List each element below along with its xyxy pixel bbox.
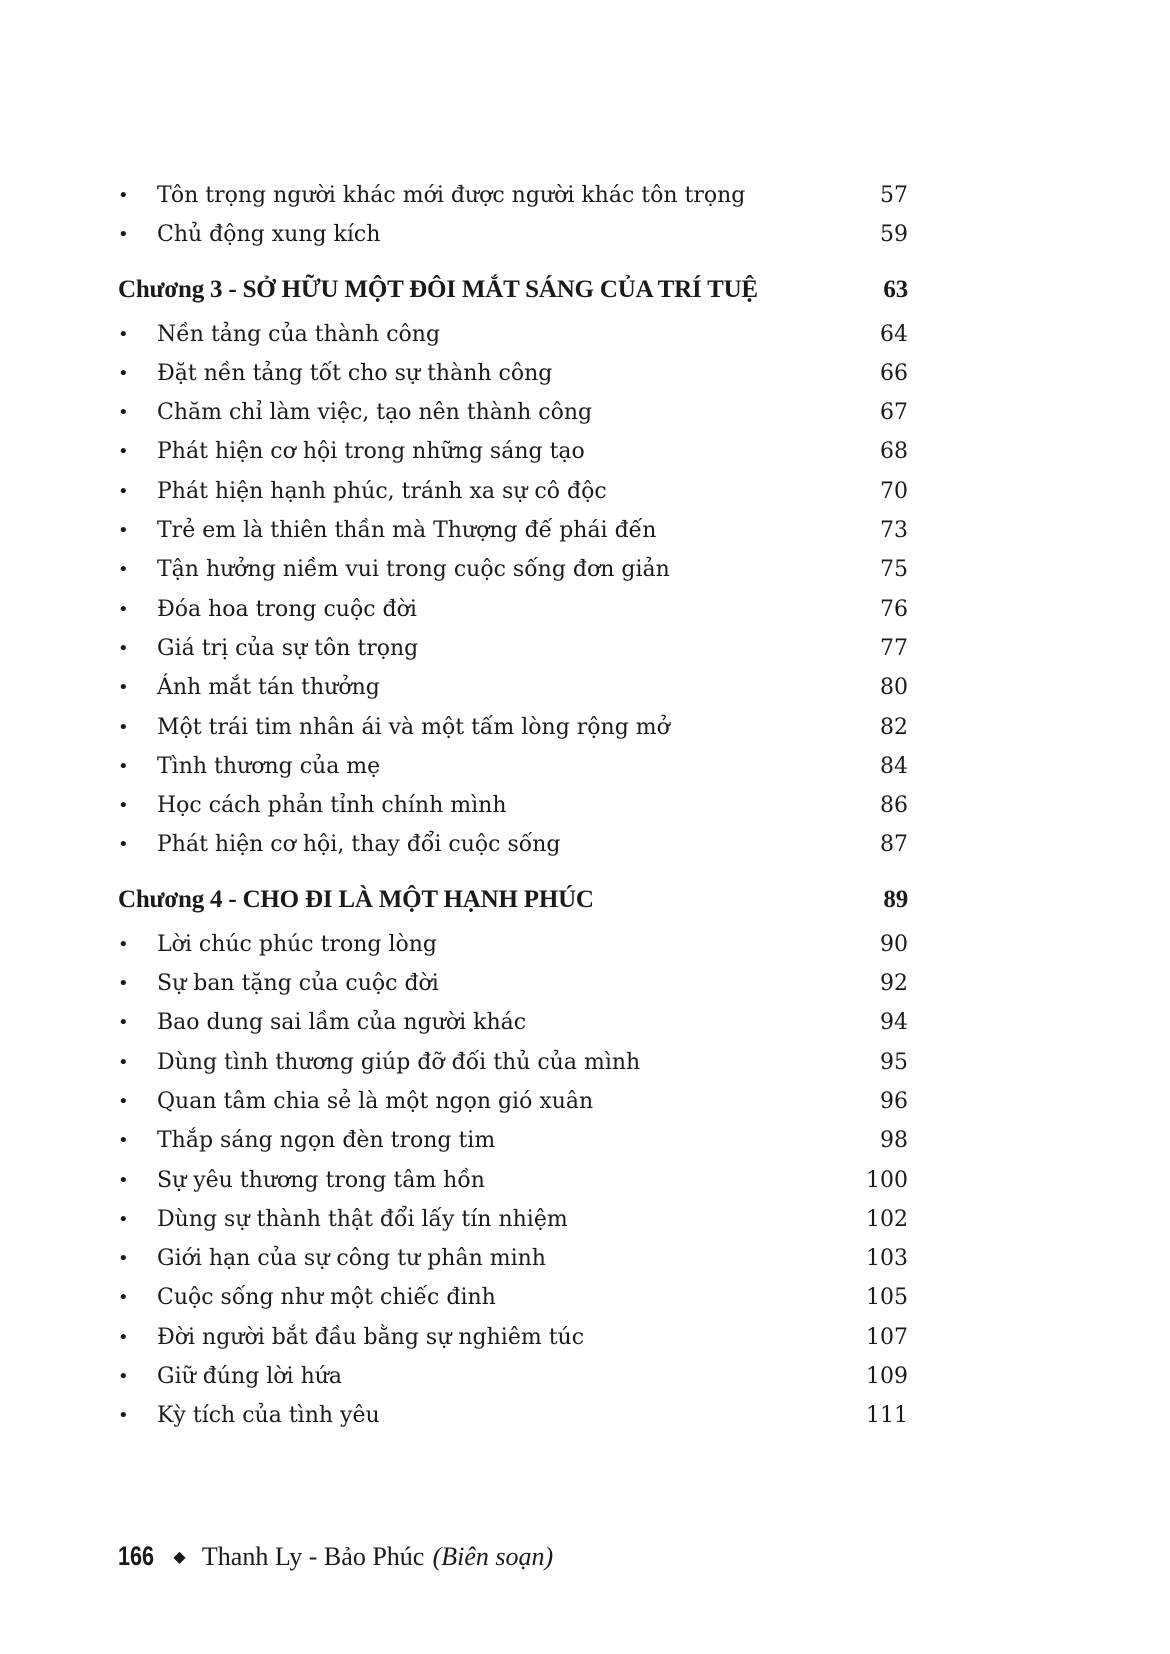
toc-entry-page: 75 (880, 557, 908, 583)
toc-entry (118, 708, 908, 747)
toc-entry-title: Trẻ em là thiên thần mà Thượng đế phái đến (157, 518, 657, 544)
toc-entry-page: 94 (880, 1010, 908, 1036)
bullet-icon: • (118, 834, 129, 856)
toc-entry-page: 84 (880, 753, 908, 779)
toc-entry-page: 82 (880, 714, 908, 740)
toc-entry-page: 86 (880, 793, 908, 819)
bullet-icon: • (118, 1326, 129, 1348)
toc-entry-page: 80 (880, 675, 908, 701)
bullet-icon: • (118, 1405, 129, 1427)
bullet-icon: • (118, 755, 129, 777)
toc-entry-page: 100 (866, 1167, 908, 1193)
toc-entry-title: Tôn trọng người khác mới được người khác tôn trọng (157, 183, 746, 208)
toc-entry-title: Dùng sự thành thật đổi lấy tín nhiệm (157, 1206, 568, 1232)
toc-entry-title: Đặt nền tảng tốt cho sự thành công (157, 360, 553, 386)
toc-entry-title: Quan tâm chia sẻ là một ngọn gió xuân (157, 1088, 594, 1114)
toc-entry-page: 107 (866, 1324, 908, 1350)
bullet-icon: • (118, 598, 129, 620)
toc-entry-title: Tận hưởng niềm vui trong cuộc sống đơn giản (157, 557, 670, 583)
toc-entry (118, 1043, 908, 1082)
toc-entry-title: Phát hiện cơ hội trong những sáng tạo (157, 439, 585, 465)
bullet-icon: • (118, 1208, 129, 1230)
toc-entry (118, 472, 908, 511)
toc-entry-title: Giới hạn của sự công tư phân minh (157, 1246, 546, 1272)
bullet-icon: • (118, 1130, 129, 1152)
toc-entry-title: Chăm chỉ làm việc, tạo nên thành công (157, 400, 593, 426)
footer-role: (Biên soạn) (432, 1542, 554, 1571)
bullet-icon: • (118, 677, 129, 699)
toc-entry (118, 511, 908, 550)
toc-entry-title: Dùng tình thương giúp đỡ đối thủ của mình (157, 1049, 641, 1075)
bullet-icon: • (118, 1366, 129, 1388)
bullet-icon: • (118, 973, 129, 995)
toc-entry-page: 76 (880, 596, 908, 622)
toc-entry (118, 825, 908, 864)
toc-entry (118, 1318, 908, 1357)
toc-entry (118, 1121, 908, 1160)
bullet-icon: • (118, 441, 129, 463)
toc-entry-page: 105 (866, 1285, 908, 1311)
toc-entry-page: 70 (880, 478, 908, 504)
toc-entry-title: Đời người bắt đầu bằng sự nghiêm túc (157, 1324, 585, 1350)
toc-entry (118, 1082, 908, 1121)
toc-entry-page: 68 (880, 439, 908, 465)
chapter-3-heading (118, 267, 908, 313)
bullet-icon: • (118, 1090, 129, 1112)
bullet-icon: • (118, 323, 129, 345)
toc-entry-page: 57 (880, 183, 908, 208)
toc-entry (118, 668, 908, 707)
page-number: 166 (118, 1541, 155, 1571)
toc-entry (118, 215, 908, 254)
toc-entry (118, 1003, 908, 1042)
toc-entry (118, 629, 908, 668)
chapter-4-heading (118, 877, 908, 923)
bullet-icon: • (118, 1169, 129, 1191)
toc-entry-title: Chủ động xung kích (157, 222, 381, 248)
bullet-icon: • (118, 185, 129, 206)
toc-entry-page: 67 (880, 400, 908, 426)
toc-entry (118, 747, 908, 786)
toc-entry-page: 98 (880, 1128, 908, 1154)
toc-entry (118, 315, 908, 354)
toc-entry-page: 96 (880, 1088, 908, 1114)
toc-entry-page: 87 (880, 832, 908, 858)
toc-entry (118, 964, 908, 1003)
toc-entry (118, 1357, 908, 1396)
toc-entry-page: 103 (866, 1246, 908, 1272)
bullet-icon: • (118, 716, 129, 738)
footer-authors: Thanh Ly - Bảo Phúc (201, 1542, 425, 1571)
toc-entry-title: Học cách phản tỉnh chính mình (157, 793, 507, 819)
toc-entry-page: 95 (880, 1049, 908, 1075)
toc-entry (118, 1239, 908, 1278)
bullet-icon: • (118, 480, 129, 502)
toc-entry-page: 77 (880, 635, 908, 661)
toc-entry-page: 73 (880, 518, 908, 544)
toc-entry-page: 111 (866, 1403, 908, 1429)
toc-entry (118, 432, 908, 471)
bullet-icon: • (118, 520, 129, 542)
toc-entry-title: Sự ban tặng của cuộc đời (157, 971, 439, 997)
chapter-page: 63 (883, 275, 908, 303)
toc-entry-title: Nền tảng của thành công (157, 321, 441, 347)
toc-entry-title: Phát hiện cơ hội, thay đổi cuộc sống (157, 832, 561, 858)
diamond-separator-icon: ◆ (173, 1547, 186, 1566)
toc-entry-title: Ánh mắt tán thưởng (157, 675, 380, 701)
toc-entry (118, 925, 908, 964)
chapter-title: Chương 4 - CHO ĐI LÀ MỘT HẠNH PHÚC (118, 885, 594, 913)
toc-entry-title: Sự yêu thương trong tâm hồn (157, 1167, 485, 1193)
toc-entry-title: Lời chúc phúc trong lòng (157, 931, 437, 957)
page-footer (118, 1536, 553, 1577)
bullet-icon: • (118, 402, 129, 424)
toc-entry-title: Giá trị của sự tôn trọng (157, 635, 419, 661)
toc-entry-title: Giữ đúng lời hứa (157, 1364, 343, 1390)
toc-entry (118, 393, 908, 432)
toc-entry (118, 354, 908, 393)
bullet-icon: • (118, 795, 129, 817)
toc-entry-page: 102 (866, 1206, 908, 1232)
toc-entry-page: 90 (880, 931, 908, 957)
toc-entry (118, 1161, 908, 1200)
toc-entry-title: Bao dung sai lầm của người khác (157, 1010, 527, 1036)
chapter-page: 89 (883, 885, 908, 913)
toc-entry-title: Đóa hoa trong cuộc đời (157, 596, 417, 622)
toc-entry-page: 92 (880, 971, 908, 997)
bullet-icon: • (118, 224, 129, 246)
chapter-title: Chương 3 - SỞ HỮU MỘT ĐÔI MẮT SÁNG CỦA TRÍ TUỆ (118, 275, 758, 303)
bullet-icon: • (118, 1051, 129, 1073)
toc-entry-title: Một trái tim nhân ái và một tấm lòng rộng mở (157, 714, 670, 740)
toc-entry (118, 1278, 908, 1317)
bullet-icon: • (118, 559, 129, 581)
bullet-icon: • (118, 1287, 129, 1309)
toc-entry (118, 1200, 908, 1239)
toc-entry (118, 550, 908, 589)
bullet-icon: • (118, 933, 129, 955)
toc-entry (118, 590, 908, 629)
bullet-icon: • (118, 1248, 129, 1270)
table-of-contents (118, 176, 908, 1436)
bullet-icon: • (118, 1012, 129, 1034)
toc-entry-page: 66 (880, 360, 908, 386)
toc-entry (118, 786, 908, 825)
toc-entry-title: Thắp sáng ngọn đèn trong tim (157, 1128, 496, 1154)
toc-entry-page: 64 (880, 321, 908, 347)
toc-entry-title: Kỳ tích của tình yêu (157, 1403, 380, 1429)
toc-entry-page: 59 (880, 222, 908, 248)
bullet-icon: • (118, 362, 129, 384)
toc-entry (118, 1396, 908, 1435)
bullet-icon: • (118, 637, 129, 659)
toc-entry (118, 176, 908, 215)
toc-entry-title: Tình thương của mẹ (157, 753, 381, 779)
toc-entry-page: 109 (866, 1364, 908, 1390)
toc-entry-title: Cuộc sống như một chiếc đinh (157, 1285, 496, 1311)
toc-entry-title: Phát hiện hạnh phúc, tránh xa sự cô độc (157, 478, 607, 504)
